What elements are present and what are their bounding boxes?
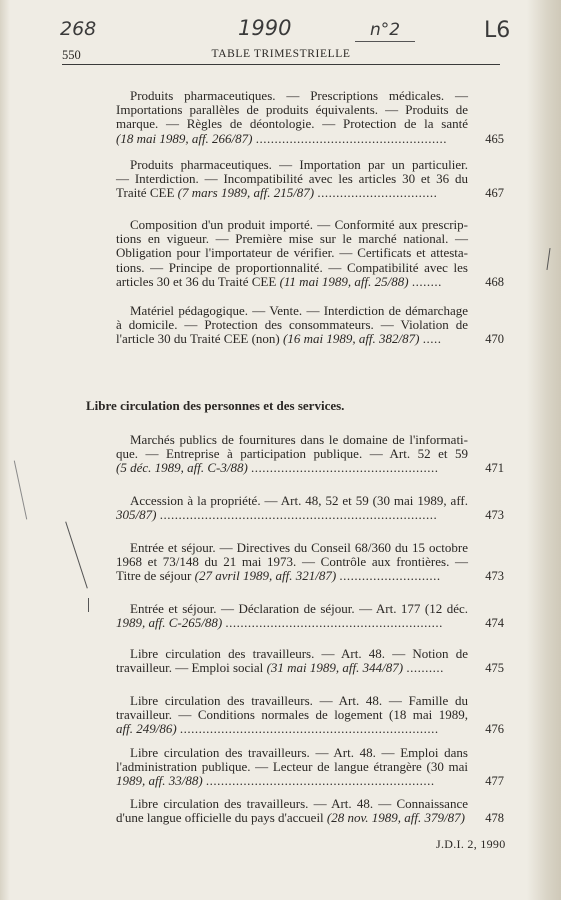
index-entry [116, 304, 468, 347]
index-entry [116, 647, 468, 675]
entry-line: Produits pharmaceutiques. — Prescriptions médicales. — [130, 88, 468, 103]
entry-line: Libre circulation des travailleurs. — Art. 48. — Connaissance [130, 796, 468, 811]
entry-reference: (16 mai 1989, aff. 382/87) [282, 332, 420, 347]
handwritten-note-year: 1990 [238, 16, 292, 40]
index-entry [116, 602, 468, 630]
index-entry [116, 797, 468, 825]
entry-line: Marchés publics de fournitures dans le domaine de l'informati- [130, 432, 468, 447]
leader-dots: ............................................................. [205, 774, 435, 789]
entry-line: Composition d'un produit importé. — Conformité aux prescrip- [130, 217, 468, 232]
entry-page-number: 471 [485, 461, 504, 476]
margin-mark [14, 461, 27, 520]
handwritten-underline [355, 41, 415, 42]
leader-dots: ................................ [317, 186, 438, 201]
entry-last-line [116, 332, 468, 346]
entry-reference: (18 mai 1989, aff. 266/87) [116, 131, 253, 146]
entry-line: Libre circulation des travailleurs. — Art. 48. — Notion de [130, 646, 468, 661]
index-entry [116, 218, 468, 289]
margin-mark [65, 522, 88, 589]
running-title: TABLE TRIMESTRIELLE [211, 48, 351, 60]
entry-last-line [116, 569, 468, 583]
entry-last-line [116, 661, 468, 675]
entry-line: tions en vigueur. — Première mise sur le marché national. — [116, 231, 468, 247]
index-entry [116, 158, 468, 201]
entry-line: Libre circulation des travailleurs. — Art. 48. — Famille du [130, 693, 468, 708]
entry-page-number: 465 [485, 131, 504, 146]
margin-mark [88, 598, 89, 612]
entry-page-number: 475 [485, 661, 504, 676]
entry-reference: (7 mars 1989, aff. 215/87) [177, 186, 315, 201]
entry-page-number: 470 [485, 332, 504, 347]
entry-reference: (28 nov. 1989, aff. 379/87) [326, 811, 465, 826]
entry-last-line [116, 508, 468, 522]
footer-citation: J.D.I. 2, 1990 [436, 837, 506, 851]
entry-line: Entrée et séjour. — Directives du Conseil 68/360 du 15 octobre [130, 540, 468, 555]
entry-line: Accession à la propriété. — Art. 48, 52 et 59 (30 mai 1989, aff. [130, 493, 468, 508]
entry-line: que. — Entreprise à participation publique. — Art. 52 et 59 [116, 446, 468, 462]
entry-prefix: travailleur. — Emploi social [116, 661, 264, 676]
leader-dots: ........................... [339, 569, 441, 584]
handwritten-note-left: 268 [60, 18, 97, 40]
entry-last-line [116, 616, 468, 630]
index-entry [116, 541, 468, 584]
entry-page-number: 468 [485, 274, 504, 289]
entry-reference: (31 mai 1989, aff. 344/87) [266, 661, 404, 676]
entry-reference: (5 déc. 1989, aff. C-3/88) [116, 461, 248, 476]
entry-page-number: 473 [485, 508, 504, 523]
entry-line: Libre circulation des travailleurs. — Art. 48. — Emploi dans [130, 745, 468, 760]
entry-page-number: 467 [485, 186, 504, 201]
entry-page-number: 476 [485, 722, 504, 737]
entry-last-line [116, 722, 468, 736]
section-title: Libre circulation des personnes et des services. [86, 398, 345, 413]
entry-line: Produits pharmaceutiques. — Importation par un particulier. [130, 157, 468, 172]
entry-page-number: 477 [485, 774, 504, 789]
entry-last-line [116, 186, 468, 200]
entry-last-line [116, 461, 468, 475]
entry-line: Obligation pour l'importateur de vérifier. — Certificats et attesta- [116, 245, 468, 261]
page-right-edge-shadow [527, 0, 561, 900]
entry-line: 1968 et 73/148 du 21 mai 1973. — Contrôle aux frontières. — [116, 554, 468, 570]
page-number: 550 [62, 48, 81, 62]
entry-line: travailleur. — Conditions normales de logement (18 mai 1989, [116, 707, 468, 723]
entry-prefix: l'article 30 du Traité CEE (non) [116, 332, 280, 347]
entry-last-line [116, 774, 468, 788]
entry-prefix: articles 30 et 36 du Traité CEE [116, 274, 277, 289]
entry-prefix: d'une langue officielle du pays d'accueil [116, 811, 324, 826]
entry-reference: 1989, aff. 33/88) [116, 774, 203, 789]
entry-line: Importations parallèles de produits équivalents. — Produits de [116, 102, 468, 118]
entry-last-line [116, 811, 468, 825]
entry-page-number: 473 [485, 569, 504, 584]
entry-page-number: 474 [485, 616, 504, 631]
index-entry [116, 433, 468, 476]
leader-dots: ..... [422, 332, 442, 347]
index-entry [116, 89, 468, 146]
leader-dots: ................................................... [255, 131, 447, 146]
entry-last-line [116, 132, 468, 146]
entry-reference: 1989, aff. C-265/88) [116, 616, 223, 631]
entry-last-line [116, 275, 468, 289]
entry-reference: aff. 249/86) [116, 722, 177, 737]
entry-line: Entrée et séjour. — Déclaration de séjour. — Art. 177 (12 déc. [130, 601, 468, 616]
leader-dots: ........ [411, 274, 442, 289]
leader-dots: .................................................. [251, 461, 439, 476]
leader-dots: .......................................................... [225, 616, 443, 631]
entry-reference: (11 mai 1989, aff. 25/88) [279, 274, 409, 289]
entry-reference: (27 avril 1989, aff. 321/87) [194, 569, 337, 584]
page-left-edge-shadow [0, 0, 10, 900]
entry-line: Matériel pédagogique. — Vente. — Interdiction de démarchage [130, 303, 468, 318]
entry-line: tions. — Principe de proportionnalité. — Compatibilité avec les [116, 259, 468, 275]
entry-line: marque. — Règles de déontologie. — Protection de la santé [116, 116, 468, 132]
header-rule [62, 64, 500, 65]
index-entry [116, 694, 468, 737]
entry-line: à domicile. — Protection des consommateurs. — Violation de [116, 317, 468, 333]
entry-line: l'administration publique. — Lecteur de langue étrangère (30 mai [116, 759, 468, 775]
leader-dots: .......................................................................... [159, 508, 438, 523]
entry-line: — Interdiction. — Incompatibilité avec les articles 30 et 36 du [116, 171, 468, 187]
leader-dots: ..................................................................... [179, 722, 439, 737]
entry-prefix: Titre de séjour [116, 569, 192, 584]
handwritten-note-issue: n°2 [370, 20, 401, 40]
entry-reference: 305/87) [116, 508, 157, 523]
handwritten-note-right: L6 [484, 18, 511, 43]
entry-page-number: 478 [485, 811, 504, 826]
leader-dots: .......... [406, 661, 444, 676]
index-entry [116, 746, 468, 789]
index-entry [116, 494, 468, 522]
entry-prefix: Traité CEE [116, 186, 175, 201]
